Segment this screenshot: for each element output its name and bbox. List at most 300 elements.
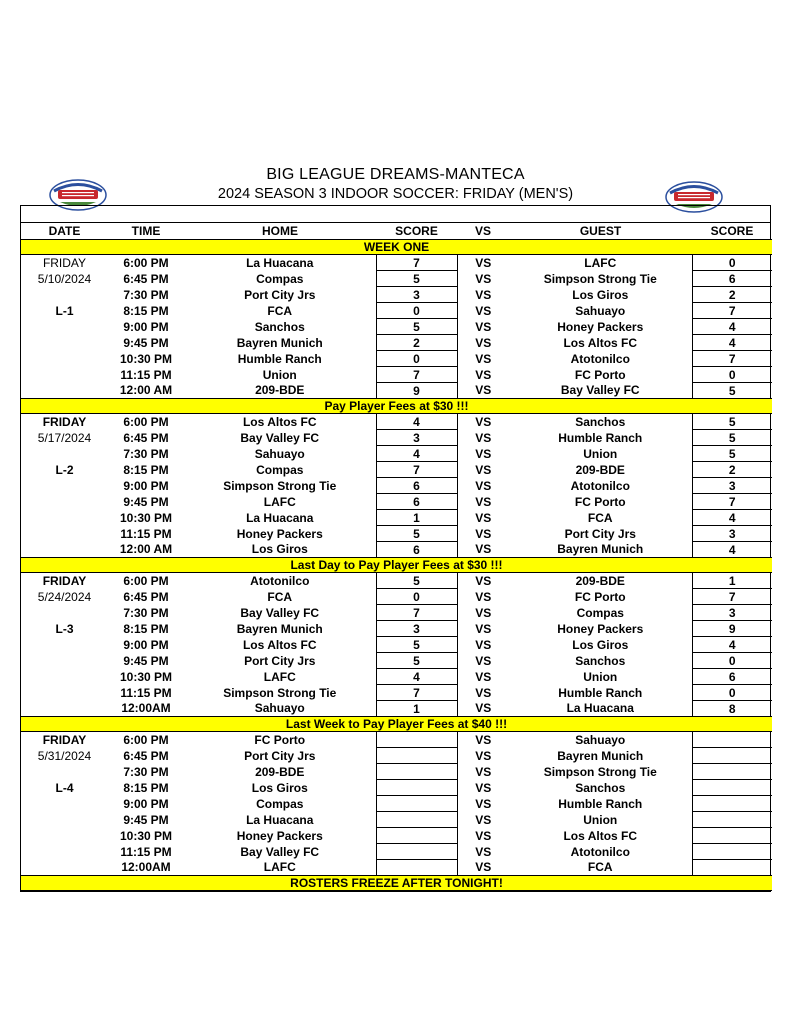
date-cell	[21, 685, 108, 701]
time-cell: 9:00 PM	[123, 319, 169, 334]
vs-cell: VS	[475, 414, 492, 429]
vs-cell: VS	[475, 621, 492, 636]
home-team-cell: Los Altos FC	[242, 414, 317, 429]
vs-cell: VS	[475, 319, 492, 334]
page-subtitle: 2024 SEASON 3 INDOOR SOCCER: FRIDAY (MEN'S)	[217, 186, 574, 202]
guest-team-cell: 209-BDE	[575, 573, 625, 588]
guest-team-cell: La Huacana	[566, 701, 634, 716]
home-score-cell: 7	[376, 462, 457, 478]
home-team-cell: Bay Valley FC	[240, 430, 320, 445]
guest-team-cell: Sanchos	[575, 780, 626, 795]
vs-cell: VS	[475, 478, 492, 493]
guest-team-cell: Los Altos FC	[563, 335, 638, 350]
date-cell	[21, 446, 108, 462]
guest-score-cell	[692, 748, 772, 764]
guest-score-cell: 4	[692, 637, 772, 653]
guest-score-cell	[692, 796, 772, 812]
date-cell: FRIDAY	[42, 414, 87, 429]
guest-score-cell: 4	[692, 335, 772, 351]
home-team-cell: Port City Jrs	[244, 748, 316, 763]
time-cell: 10:30 PM	[119, 828, 173, 843]
home-score-cell: 7	[376, 685, 457, 701]
guest-team-cell: Sanchos	[575, 653, 626, 668]
table-row	[21, 748, 772, 764]
time-cell: 9:45 PM	[123, 812, 169, 827]
guest-score-cell: 3	[692, 605, 772, 621]
banner-text: Pay Player Fees at $30 !!!	[21, 399, 772, 414]
home-score-cell: 9	[376, 383, 457, 399]
date-cell	[21, 828, 108, 844]
guest-team-cell: Union	[583, 812, 618, 827]
date-cell	[21, 701, 108, 717]
date-cell	[21, 478, 108, 494]
time-cell: 6:45 PM	[123, 271, 169, 286]
guest-team-cell: Honey Packers	[557, 621, 644, 636]
time-cell: 6:00 PM	[123, 255, 169, 270]
date-cell	[21, 637, 108, 653]
page-title: BIG LEAGUE DREAMS-MANTECA	[266, 166, 525, 183]
home-score-cell: 4	[376, 669, 457, 685]
date-cell	[21, 812, 108, 828]
time-cell: 11:15 PM	[120, 844, 172, 859]
date-cell: 5/24/2024	[37, 589, 92, 604]
date-cell	[21, 319, 108, 335]
vs-cell: VS	[475, 828, 492, 843]
guest-score-cell	[692, 812, 772, 828]
home-score-cell: 2	[376, 335, 457, 351]
home-score-cell: 7	[376, 367, 457, 383]
guest-score-cell: 6	[692, 669, 772, 685]
date-cell: 5/17/2024	[37, 430, 92, 445]
home-score-cell	[376, 828, 457, 844]
guest-score-cell	[692, 732, 772, 748]
banner-text: Last Week to Pay Player Fees at $40 !!!	[21, 717, 772, 732]
home-team-cell: Bay Valley FC	[240, 605, 320, 620]
vs-cell: VS	[475, 653, 492, 668]
time-cell: 9:00 PM	[123, 796, 169, 811]
guest-team-cell: Los Giros	[572, 637, 629, 652]
home-team-cell: Union	[262, 367, 297, 382]
home-team-cell: La Huacana	[246, 510, 314, 525]
guest-team-cell: Humble Ranch	[558, 796, 643, 811]
time-cell: 12:00 AM	[119, 383, 173, 398]
home-team-cell: Port City Jrs	[244, 287, 316, 302]
col-header: DATE	[21, 223, 108, 240]
table-row	[21, 255, 772, 271]
top-strip	[21, 206, 770, 223]
table-row	[21, 367, 772, 383]
home-team-cell: Compas	[256, 796, 304, 811]
time-cell: 8:15 PM	[123, 780, 169, 795]
guest-score-cell: 9	[692, 621, 772, 637]
guest-score-cell	[692, 860, 772, 876]
time-cell: 6:45 PM	[123, 430, 169, 445]
guest-team-cell: 209-BDE	[575, 462, 625, 477]
home-score-cell	[376, 812, 457, 828]
vs-cell: VS	[475, 573, 492, 588]
time-cell: 9:00 PM	[123, 478, 169, 493]
guest-score-cell: 5	[692, 430, 772, 446]
date-cell	[21, 335, 108, 351]
guest-team-cell: Atotonilco	[570, 844, 630, 859]
home-score-cell	[376, 844, 457, 860]
vs-cell: VS	[475, 303, 492, 318]
home-score-cell: 6	[376, 478, 457, 494]
table-row	[21, 303, 772, 319]
table-row	[21, 812, 772, 828]
home-team-cell: Bayren Munich	[236, 621, 323, 636]
week-banner	[21, 558, 772, 573]
guest-score-cell: 5	[692, 383, 772, 399]
home-score-cell: 4	[376, 414, 457, 430]
vs-cell: VS	[475, 669, 492, 684]
date-cell	[21, 669, 108, 685]
vs-cell: VS	[475, 446, 492, 461]
schedule-sheet	[20, 205, 771, 892]
table-row	[21, 542, 772, 558]
time-cell: 9:45 PM	[123, 653, 169, 668]
date-cell: 5/31/2024	[37, 748, 92, 763]
guest-score-cell	[692, 844, 772, 860]
banner-text: WEEK ONE	[21, 240, 772, 255]
schedule-body	[21, 240, 772, 891]
home-score-cell: 5	[376, 526, 457, 542]
home-score-cell: 5	[376, 319, 457, 335]
guest-team-cell: LAFC	[584, 255, 617, 270]
date-cell: FRIDAY	[42, 732, 87, 747]
home-team-cell: La Huacana	[246, 255, 314, 270]
home-team-cell: Los Giros	[251, 542, 308, 557]
vs-cell: VS	[475, 462, 492, 477]
date-cell: L-2	[55, 462, 74, 477]
table-row	[21, 732, 772, 748]
vs-cell: VS	[475, 637, 492, 652]
guest-score-cell: 5	[692, 414, 772, 430]
vs-cell: VS	[475, 844, 492, 859]
home-team-cell: FC Porto	[254, 732, 306, 747]
guest-score-cell: 8	[692, 701, 772, 717]
table-row	[21, 446, 772, 462]
guest-team-cell: Los Giros	[572, 287, 629, 302]
guest-team-cell: Bayren Munich	[557, 542, 644, 557]
time-cell: 7:30 PM	[123, 764, 169, 779]
time-cell: 8:15 PM	[123, 462, 169, 477]
date-cell	[21, 844, 108, 860]
home-team-cell: Sahuayo	[254, 701, 305, 716]
time-cell: 10:30 PM	[119, 510, 173, 525]
time-cell: 10:30 PM	[119, 669, 173, 684]
time-cell: 9:00 PM	[123, 637, 169, 652]
home-team-cell: Sanchos	[254, 319, 305, 334]
time-cell: 6:45 PM	[123, 748, 169, 763]
home-team-cell: Bayren Munich	[236, 335, 323, 350]
vs-cell: VS	[475, 351, 492, 366]
date-cell: L-3	[55, 621, 74, 636]
table-row	[21, 685, 772, 701]
home-team-cell: FCA	[267, 589, 293, 604]
vs-cell: VS	[475, 526, 492, 541]
time-cell: 12:00AM	[121, 701, 171, 716]
guest-team-cell: Bay Valley FC	[560, 383, 640, 398]
guest-score-cell: 5	[692, 446, 772, 462]
guest-team-cell: Sahuayo	[575, 303, 626, 318]
home-team-cell: Compas	[256, 462, 304, 477]
table-row	[21, 828, 772, 844]
vs-cell: VS	[475, 732, 492, 747]
home-score-cell: 1	[376, 701, 457, 717]
guest-score-cell	[692, 764, 772, 780]
vs-cell: VS	[475, 542, 492, 557]
home-team-cell: Honey Packers	[236, 526, 323, 541]
table-row	[21, 780, 772, 796]
date-cell	[21, 542, 108, 558]
table-row	[21, 605, 772, 621]
home-team-cell: 209-BDE	[255, 764, 305, 779]
home-score-cell	[376, 764, 457, 780]
table-row	[21, 573, 772, 589]
vs-cell: VS	[475, 780, 492, 795]
home-score-cell: 5	[376, 573, 457, 589]
guest-score-cell	[692, 780, 772, 796]
home-score-cell: 5	[376, 637, 457, 653]
guest-score-cell: 6	[692, 271, 772, 287]
guest-team-cell: Sanchos	[575, 414, 626, 429]
home-team-cell: Honey Packers	[236, 828, 323, 843]
col-header: HOME	[184, 223, 376, 240]
date-cell	[21, 351, 108, 367]
time-cell: 12:00AM	[121, 860, 171, 875]
vs-cell: VS	[475, 589, 492, 604]
table-row	[21, 526, 772, 542]
home-score-cell: 7	[376, 605, 457, 621]
week-banner	[21, 717, 772, 732]
table-row	[21, 462, 772, 478]
home-team-cell: LAFC	[263, 669, 296, 684]
table-row	[21, 621, 772, 637]
vs-cell: VS	[475, 510, 492, 525]
vs-cell: VS	[475, 255, 492, 270]
home-score-cell: 3	[376, 430, 457, 446]
guest-team-cell: Honey Packers	[557, 319, 644, 334]
home-team-cell: LAFC	[263, 494, 296, 509]
home-score-cell: 6	[376, 542, 457, 558]
col-header: VS	[457, 223, 509, 240]
table-row	[21, 287, 772, 303]
vs-cell: VS	[475, 271, 492, 286]
table-row	[21, 796, 772, 812]
guest-team-cell: Atotonilco	[570, 351, 630, 366]
table-row	[21, 319, 772, 335]
guest-team-cell: Simpson Strong Tie	[543, 271, 657, 286]
time-cell: 12:00 AM	[119, 542, 173, 557]
vs-cell: VS	[475, 335, 492, 350]
header-row	[21, 223, 772, 240]
home-score-cell: 0	[376, 351, 457, 367]
home-score-cell: 6	[376, 494, 457, 510]
time-cell: 7:30 PM	[123, 446, 169, 461]
banner-text: ROSTERS FREEZE AFTER TONIGHT!	[21, 876, 772, 891]
table-row	[21, 351, 772, 367]
table-row	[21, 860, 772, 876]
date-cell: FRIDAY	[42, 255, 87, 270]
col-header: GUEST	[509, 223, 692, 240]
table-row	[21, 701, 772, 717]
home-score-cell: 3	[376, 621, 457, 637]
home-score-cell	[376, 732, 457, 748]
home-team-cell: Atotonilco	[250, 573, 310, 588]
guest-team-cell: Los Altos FC	[563, 828, 638, 843]
home-team-cell: Sahuayo	[254, 446, 305, 461]
home-score-cell: 0	[376, 303, 457, 319]
home-team-cell: LAFC	[263, 860, 296, 875]
home-team-cell: Bay Valley FC	[240, 844, 320, 859]
guest-score-cell: 4	[692, 319, 772, 335]
date-cell	[21, 653, 108, 669]
guest-score-cell: 2	[692, 287, 772, 303]
time-cell: 6:00 PM	[123, 732, 169, 747]
vs-cell: VS	[475, 494, 492, 509]
date-cell: L-4	[55, 780, 74, 795]
guest-score-cell: 4	[692, 542, 772, 558]
vs-cell: VS	[475, 383, 492, 398]
home-team-cell: Los Altos FC	[242, 637, 317, 652]
home-score-cell	[376, 796, 457, 812]
date-cell	[21, 605, 108, 621]
table-row	[21, 669, 772, 685]
week-banner	[21, 240, 772, 255]
home-team-cell: FCA	[267, 303, 293, 318]
guest-team-cell: Humble Ranch	[558, 430, 643, 445]
vs-cell: VS	[475, 860, 492, 875]
guest-team-cell: Union	[583, 669, 618, 684]
guest-score-cell: 7	[692, 351, 772, 367]
home-team-cell: Simpson Strong Tie	[223, 685, 337, 700]
time-cell: 11:15 PM	[120, 526, 172, 541]
banner-text: Last Day to Pay Player Fees at $30 !!!	[21, 558, 772, 573]
home-team-cell: Port City Jrs	[244, 653, 316, 668]
table-row	[21, 653, 772, 669]
home-team-cell: Humble Ranch	[237, 351, 322, 366]
guest-team-cell: Compas	[576, 605, 624, 620]
guest-score-cell: 7	[692, 494, 772, 510]
time-cell: 6:00 PM	[123, 573, 169, 588]
home-score-cell: 4	[376, 446, 457, 462]
time-cell: 6:00 PM	[123, 414, 169, 429]
guest-score-cell: 0	[692, 653, 772, 669]
vs-cell: VS	[475, 796, 492, 811]
week-banner	[21, 399, 772, 414]
table-row	[21, 510, 772, 526]
time-cell: 9:45 PM	[123, 335, 169, 350]
home-score-cell: 5	[376, 653, 457, 669]
guest-team-cell: Port City Jrs	[564, 526, 636, 541]
guest-team-cell: FCA	[587, 510, 613, 525]
date-cell	[21, 526, 108, 542]
time-cell: 8:15 PM	[123, 621, 169, 636]
table-row	[21, 335, 772, 351]
guest-score-cell: 2	[692, 462, 772, 478]
guest-team-cell: Sahuayo	[575, 732, 626, 747]
home-team-cell: 209-BDE	[255, 383, 305, 398]
table-row	[21, 478, 772, 494]
schedule-table	[21, 223, 772, 891]
guest-score-cell: 0	[692, 685, 772, 701]
table-row	[21, 764, 772, 780]
guest-score-cell: 3	[692, 526, 772, 542]
guest-score-cell: 0	[692, 255, 772, 271]
guest-team-cell: Humble Ranch	[558, 685, 643, 700]
guest-team-cell: FCA	[587, 860, 613, 875]
guest-score-cell: 3	[692, 478, 772, 494]
time-cell: 7:30 PM	[123, 605, 169, 620]
vs-cell: VS	[475, 605, 492, 620]
footer-banner	[21, 876, 772, 891]
col-header: SCORE	[376, 223, 457, 240]
guest-team-cell: Simpson Strong Tie	[543, 764, 657, 779]
home-score-cell	[376, 780, 457, 796]
table-row	[21, 494, 772, 510]
time-cell: 9:45 PM	[123, 494, 169, 509]
home-score-cell: 1	[376, 510, 457, 526]
guest-score-cell	[692, 828, 772, 844]
vs-cell: VS	[475, 430, 492, 445]
guest-score-cell: 7	[692, 303, 772, 319]
vs-cell: VS	[475, 748, 492, 763]
time-cell: 7:30 PM	[123, 287, 169, 302]
date-cell	[21, 510, 108, 526]
home-score-cell: 3	[376, 287, 457, 303]
time-cell: 8:15 PM	[123, 303, 169, 318]
col-header: SCORE	[692, 223, 772, 240]
table-row	[21, 637, 772, 653]
date-cell	[21, 494, 108, 510]
guest-score-cell: 1	[692, 573, 772, 589]
home-team-cell: Compas	[256, 271, 304, 286]
vs-cell: VS	[475, 812, 492, 827]
home-score-cell: 0	[376, 589, 457, 605]
date-cell	[21, 860, 108, 876]
vs-cell: VS	[475, 287, 492, 302]
home-score-cell	[376, 748, 457, 764]
vs-cell: VS	[475, 685, 492, 700]
time-cell: 11:15 PM	[120, 685, 172, 700]
guest-score-cell: 4	[692, 510, 772, 526]
guest-score-cell: 7	[692, 589, 772, 605]
guest-team-cell: Bayren Munich	[557, 748, 644, 763]
date-cell	[21, 796, 108, 812]
time-cell: 10:30 PM	[119, 351, 173, 366]
home-score-cell: 7	[376, 255, 457, 271]
date-cell	[21, 764, 108, 780]
date-cell	[21, 287, 108, 303]
vs-cell: VS	[475, 701, 492, 716]
home-team-cell: Simpson Strong Tie	[223, 478, 337, 493]
vs-cell: VS	[475, 764, 492, 779]
guest-team-cell: FC Porto	[574, 589, 626, 604]
table-row	[21, 430, 772, 446]
table-row	[21, 589, 772, 605]
home-team-cell: Los Giros	[251, 780, 308, 795]
table-row	[21, 414, 772, 430]
time-cell: 11:15 PM	[120, 367, 172, 382]
table-row	[21, 271, 772, 287]
date-cell: FRIDAY	[42, 573, 87, 588]
date-cell	[21, 367, 108, 383]
guest-score-cell: 0	[692, 367, 772, 383]
col-header: TIME	[108, 223, 184, 240]
vs-cell: VS	[475, 367, 492, 382]
guest-team-cell: FC Porto	[574, 494, 626, 509]
